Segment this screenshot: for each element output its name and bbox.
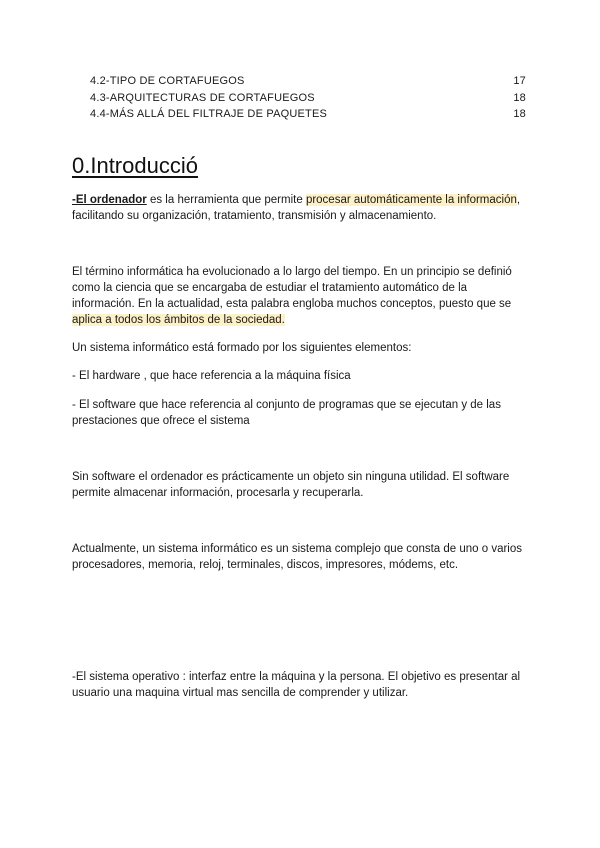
section-title: 0.Introducció — [72, 153, 198, 178]
paragraph-sin-software: Sin software el ordenador es prácticamente un objeto sin ninguna utilidad. El software permite almacenar información, procesarla y recuperarla. — [72, 471, 510, 499]
paragraph-hardware: - El hardware , que hace referencia a la máquina física — [72, 370, 351, 382]
paragraph-text: es la herramienta que permite — [146, 194, 306, 206]
term-ordenador: -El ordenador — [72, 194, 147, 206]
highlighted-text: aplica a todos los ámbitos de la sociedad. — [72, 314, 285, 326]
toc-entry-label: 4.4-MÁS ALLÁ DEL FILTRAJE DE PAQUETES — [90, 108, 328, 120]
paragraph-actualmente: Actualmente, un sistema informático es un sistema complejo que consta de uno o varios procesadores, memoria, reloj, terminales, discos, impresores, módems, etc. — [72, 543, 523, 571]
paragraph-ordenador — [72, 192, 532, 224]
toc-entry[interactable] — [90, 90, 526, 107]
paragraph-text: El término informática ha evolucionado a lo largo del tiempo. En un principio se definió como la ciencia que se encargaba de estudiar el tratamiento automático de la información. En la actualidad, esta palabra engloba muchos conceptos, puesto que se — [72, 266, 512, 310]
toc-entry-label: 4.3-ARQUITECTURAS DE CORTAFUEGOS — [90, 91, 315, 104]
toc-entry-page: 17 — [513, 75, 526, 87]
paragraph-elements: Un sistema informático está formado por los siguientes elementos: — [72, 342, 412, 354]
toc-entry-page: 18 — [513, 108, 526, 120]
toc-entry[interactable] — [90, 73, 526, 90]
table-of-contents — [90, 73, 526, 123]
highlighted-text: procesar automáticamente la información — [305, 194, 517, 206]
paragraph-informatica — [72, 264, 532, 328]
toc-entry[interactable] — [90, 106, 526, 123]
paragraph-sistema-operativo: -El sistema operativo : interfaz entre la máquina y la persona. El objetivo es presentar al usuario una maquina virtual mas sencilla de comprender y utilizar. — [72, 671, 521, 699]
toc-entry-label: 4.2-TIPO DE CORTAFUEGOS — [90, 75, 245, 87]
toc-entry-page: 18 — [513, 91, 526, 104]
paragraph-text: , facilitando su organización, tratamiento, transmisión y almacenamiento. — [72, 194, 521, 222]
paragraph-software: - El software que hace referencia al conjunto de programas que se ejecutan y de las prestaciones que ofrece el sistema — [72, 399, 501, 427]
